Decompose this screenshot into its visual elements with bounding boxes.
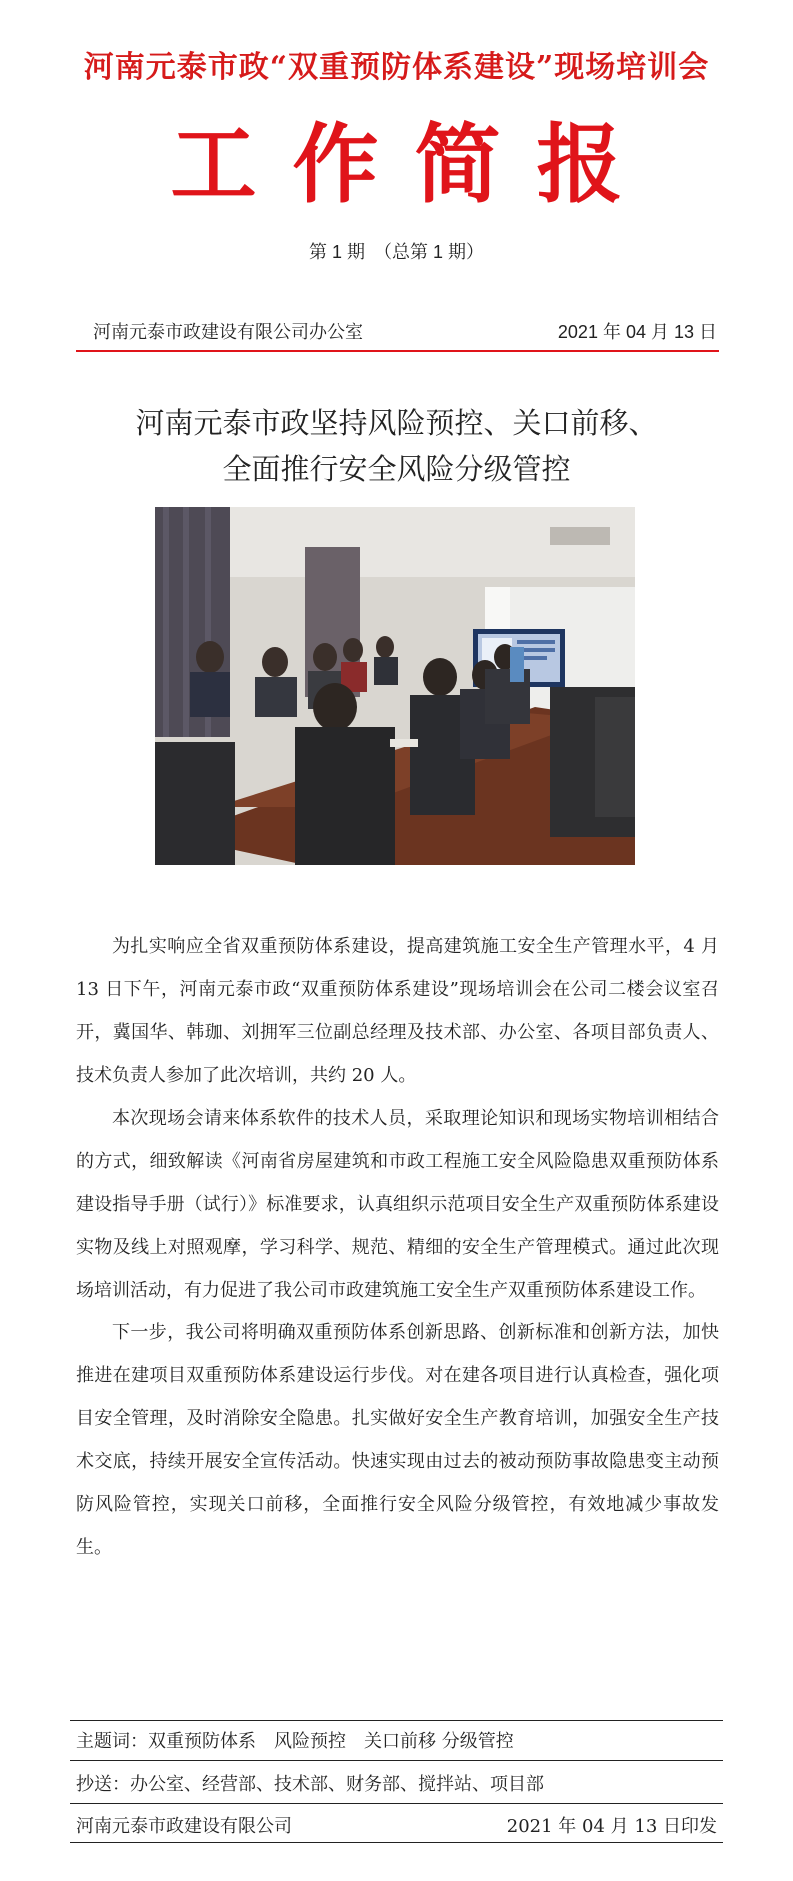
keywords-label: 主题词：: [76, 1731, 148, 1752]
article-headline: [0, 400, 793, 492]
footer-rule-top: [70, 1720, 723, 1721]
cc-row: [76, 1770, 544, 1796]
footer-rule-lower: [70, 1803, 723, 1804]
issue-number: 第 1 期 （总第 1 期）: [308, 242, 485, 262]
paragraph-1: 为扎实响应全省双重预防体系建设，提高建筑施工安全生产管理水平，4 月 13 日下午，河南元泰市政“双重预防体系建设”现场培训会在公司二楼会议室召开，冀国华、韩珈、刘拥军三位副总经理及技术部、办公室、各项目部负责人、技术负责人参加了此次培训，共约 20 人。: [76, 936, 719, 1086]
footer-rule-middle: [70, 1760, 723, 1761]
headline-line-2: 全面推行安全风险分级管控: [222, 452, 571, 486]
issuer-office: 河南元泰市政建设有限公司办公室: [93, 322, 363, 342]
paragraph-3: 下一步，我公司将明确双重预防体系创新思路、创新标准和创新方法，加快推进在建项目双重预防体系建设运行步伐。对在建各项目进行认真检查，强化项目安全管理，及时消除安全隐患。扎实做好安全生产教育培训，加强安全生产技术交底，持续开展安全宣传活动。快速实现由过去的被动预防事故隐患变主动预防风险管控，实现关口前移，全面推行安全风险分级管控，有效地减少事故发生。: [76, 1322, 719, 1558]
bulletin-title: 工作简报: [170, 114, 659, 215]
headline-line-1: 河南元泰市政坚持风险预控、关口前移、: [135, 406, 658, 440]
cc-label: 抄送：: [76, 1774, 130, 1795]
cc-value: 办公室、经营部、技术部、财务部、搅拌站、项目部: [130, 1774, 544, 1795]
footer-issuer: 河南元泰市政建设有限公司: [76, 1816, 292, 1837]
paragraph-2: 本次现场会请来体系软件的技术人员，采取理论知识和现场实物培训相结合的方式，细致解读《河南省房屋建筑和市政工程施工安全风险隐患双重预防体系建设指导手册（试行）》标准要求，认真组织示范项目安全生产双重预防体系建设实物及线上对照观摩，学习科学、规范、精细的安全生产管理模式。通过此次现场培训活动，有力促进了我公司市政建筑施工安全生产双重预防体系建设工作。: [76, 1108, 719, 1301]
event-title: 河南元泰市政“双重预防体系建设”现场培训会: [83, 50, 710, 85]
keywords-value: 双重预防体系 风险预控 关口前移 分级管控: [148, 1731, 514, 1752]
meeting-photo: [155, 507, 635, 865]
header-divider: [76, 350, 719, 352]
footer-rule-bottom: [70, 1842, 723, 1843]
issue-date: 2021 年 04 月 13 日: [557, 322, 717, 342]
footer-issue-date: 2021 年 04 月 13 日印发: [506, 1816, 717, 1837]
keywords-row: [76, 1727, 514, 1753]
